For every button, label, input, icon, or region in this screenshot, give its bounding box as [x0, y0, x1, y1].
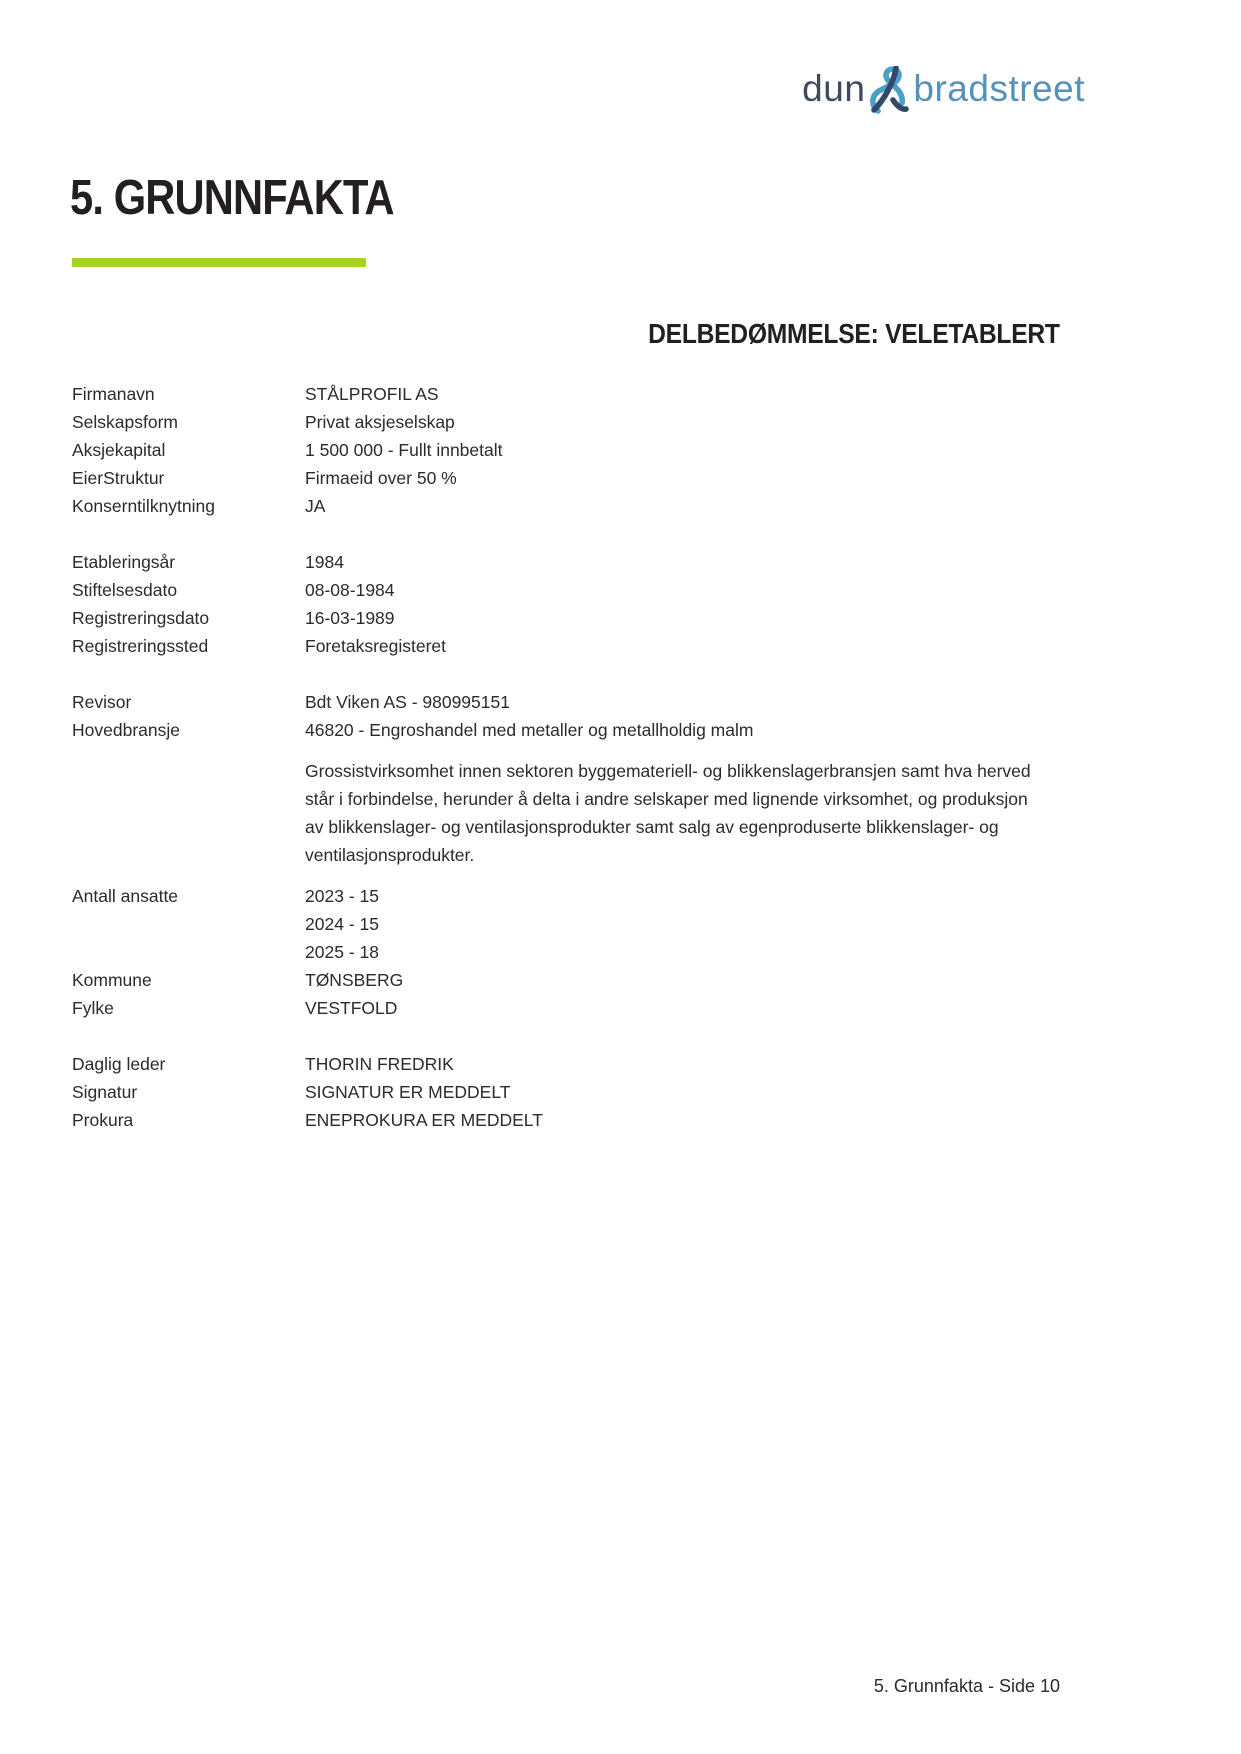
fact-row-antall-ansatte [72, 882, 1057, 966]
fact-label: Etableringsår [72, 552, 176, 572]
fact-label: Registreringssted [72, 636, 209, 656]
fact-value: 1 500 000 - Fullt innbetalt [305, 440, 503, 460]
fact-value: JA [305, 496, 326, 516]
fact-row-eierstruktur [72, 464, 1057, 492]
fact-value: STÅLPROFIL AS [305, 384, 439, 404]
fact-label: Revisor [72, 692, 132, 712]
fact-value: Bdt Viken AS - 980995151 [305, 692, 510, 712]
accent-bar [72, 258, 366, 267]
fact-row-hovedbransje [72, 716, 1057, 744]
assessment-subheading: DELBEDØMMELSE: VELETABLERT [648, 318, 1060, 349]
fact-label: Registreringsdato [72, 608, 210, 628]
page-footer: 5. Grunnfakta - Side 10 [873, 1676, 1060, 1696]
fact-row-kommune [72, 966, 1057, 994]
fact-label: Selskapsform [72, 412, 179, 432]
fact-value: SIGNATUR ER MEDDELT [305, 1082, 511, 1102]
fact-value: ENEPROKURA ER MEDDELT [305, 1110, 543, 1130]
fact-label: Aksjekapital [72, 440, 166, 460]
fact-row-revisor [72, 688, 1057, 716]
fact-label: EierStruktur [72, 468, 165, 488]
fact-label: Hovedbransje [72, 720, 180, 740]
fact-row-firmanavn [72, 380, 1057, 408]
employee-count-line: 2025 - 18 [305, 942, 379, 962]
section-gap [72, 520, 1057, 548]
fact-value: 16-03-1989 [305, 608, 395, 628]
fact-value: Firmaeid over 50 % [305, 468, 457, 488]
fact-label: Antall ansatte [72, 886, 179, 906]
fact-value: VESTFOLD [305, 998, 398, 1018]
fact-value: Privat aksjeselskap [305, 412, 455, 432]
fact-row-prokura [72, 1106, 1057, 1134]
fact-row-fylke [72, 994, 1057, 1022]
fact-label: Fylke [72, 998, 114, 1018]
fact-row-registreringssted [72, 632, 1057, 660]
fact-label: Stiftelsesdato [72, 580, 178, 600]
fact-value: 08-08-1984 [305, 580, 395, 600]
fact-value: 1984 [305, 552, 344, 572]
fact-value: THORIN FREDRIK [305, 1054, 454, 1074]
fact-row-aksjekapital [72, 436, 1057, 464]
fact-label: Signatur [72, 1082, 138, 1102]
fact-value: 46820 - Engroshandel med metaller og metallholdig malm [305, 720, 754, 740]
fact-value: Foretaksregisteret [305, 636, 447, 656]
logo-word-bradstreet: bradstreet [913, 68, 1085, 109]
ampersand-icon [868, 66, 910, 116]
fact-label: Konserntilknytning [72, 496, 215, 516]
fact-row-signatur [72, 1078, 1057, 1106]
fact-row-daglig-leder [72, 1050, 1057, 1078]
fact-label: Daglig leder [72, 1054, 166, 1074]
fact-label: Firmanavn [72, 384, 155, 404]
dun-bradstreet-logo [802, 64, 1085, 114]
logo-word-dun: dun [802, 68, 866, 109]
fact-value-multiline [305, 882, 1057, 966]
fact-value: TØNSBERG [305, 970, 404, 990]
fact-row-etableringsar [72, 548, 1057, 576]
fact-row-stiftelsesdato [72, 576, 1057, 604]
employee-count-line: 2024 - 15 [305, 914, 379, 934]
fact-row-selskapsform [72, 408, 1057, 436]
business-description: Grossistvirksomhet innen sektoren byggemateriell- og blikkenslagerbransjen samt hva herved står i forbindelse, herunder å delta i andre selskaper med lignende virksomhet, og produksjon av blikkenslager- og ventilasjonsprodukter samt salg av egenproduserte blikkenslager- og ventilasjonsprodukter. [305, 761, 1031, 865]
section-gap [72, 660, 1057, 688]
section-gap [72, 1022, 1057, 1050]
fact-row-registreringsdato [72, 604, 1057, 632]
employee-count-line: 2023 - 15 [305, 886, 379, 906]
fact-label: Prokura [72, 1110, 134, 1130]
facts-table [72, 380, 1057, 1134]
fact-label: Kommune [72, 970, 152, 990]
page-title: 5. GRUNNFAKTA [70, 171, 394, 225]
fact-row-konserntilknytning [72, 492, 1057, 520]
